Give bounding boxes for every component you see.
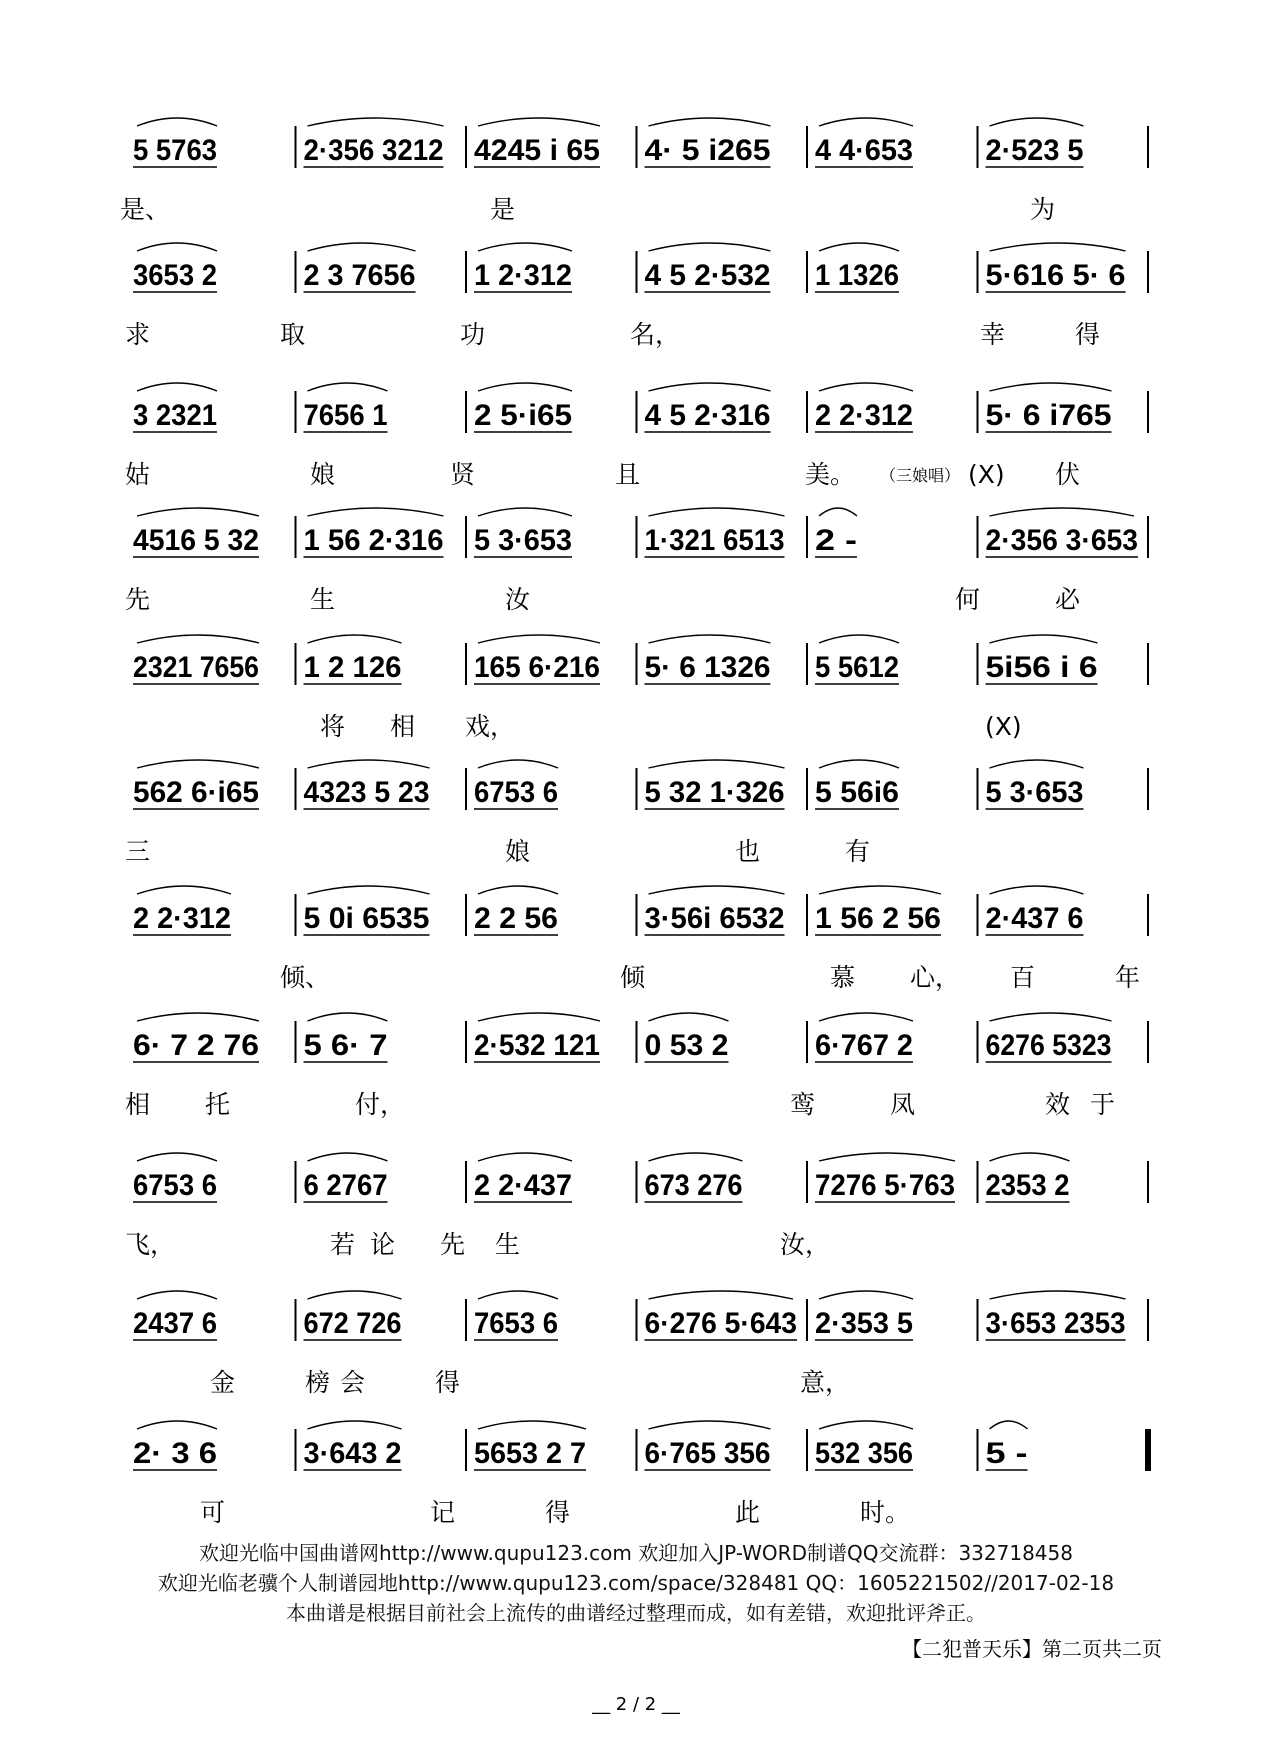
- lyric-syllable: 相: [125, 1090, 151, 1119]
- slur: [137, 383, 217, 391]
- measure-notes: 5·616 5· 6: [985, 259, 1126, 292]
- lyric-syllable: 必: [1055, 585, 1081, 614]
- slur: [990, 508, 1135, 516]
- measure-notes: 6753 6: [133, 1169, 217, 1202]
- measure-notes: 562 6·i65: [133, 776, 259, 809]
- footer-line-3: 本曲谱是根据目前社会上流传的曲谱经过整理而成，如有差错，欢迎批评斧正。: [286, 1601, 986, 1625]
- slur: [649, 118, 771, 126]
- measure-notes: 6· 7 2 76: [133, 1029, 259, 1062]
- measure-notes: 7656 1: [303, 399, 388, 432]
- measure-notes: 2353 2: [985, 1169, 1070, 1202]
- slur: [649, 886, 785, 894]
- slur: [478, 886, 558, 894]
- lyric-syllable: 会: [340, 1368, 366, 1397]
- measure-notes: 2·523 5: [985, 134, 1084, 167]
- slur: [478, 635, 600, 643]
- measure-notes: 5 -: [985, 1437, 1028, 1470]
- slur: [649, 1153, 743, 1161]
- slur: [478, 1421, 586, 1429]
- page-signature: 【二犯普天乐】第二页共二页: [902, 1637, 1162, 1661]
- measure-notes: 2321 7656: [133, 651, 259, 684]
- score-system: [120, 118, 1148, 224]
- lyric-syllable: 于: [1090, 1090, 1116, 1119]
- lyric-syllable: 得: [1075, 320, 1101, 349]
- slur: [819, 118, 913, 126]
- lyric-syllable: 倾、: [280, 963, 331, 992]
- measure-notes: 3653 2: [133, 259, 217, 292]
- page-number: __ 2 / 2 __: [592, 1694, 680, 1715]
- measure-notes: 3·56i 6532: [644, 902, 785, 935]
- slur: [308, 1153, 388, 1161]
- measure-notes: 4245 i 65: [474, 134, 600, 167]
- lyric-syllable: 将: [320, 712, 346, 741]
- slur: [649, 1421, 771, 1429]
- slur: [137, 760, 259, 768]
- slur: [819, 243, 899, 251]
- slur: [819, 1013, 913, 1021]
- measure-notes: 6·765 356: [644, 1437, 771, 1470]
- measure-notes: 5 0i 6535: [303, 902, 430, 935]
- measure-notes: 4 5 2·316: [644, 399, 771, 432]
- slur: [819, 383, 913, 391]
- singer-annotation: （三娘唱）: [880, 466, 961, 485]
- slur: [137, 1013, 259, 1021]
- measure-notes: 4 5 2·532: [644, 259, 771, 292]
- lyric-syllable: 凤: [890, 1090, 916, 1119]
- score-system: [125, 1013, 1148, 1119]
- measure-notes: 2·532 121: [474, 1029, 600, 1062]
- measure-notes: 5· 6 1326: [644, 651, 771, 684]
- measure-notes: 7276 5·763: [815, 1169, 955, 1202]
- measure-notes: 4323 5 23: [303, 776, 430, 809]
- footer-line-2: 欢迎光临老骥个人制谱园地http://www.qupu123.com/space/328481 QQ：1605221502//2017-02-18: [157, 1571, 1115, 1595]
- slur: [478, 760, 558, 768]
- slur: [990, 635, 1098, 643]
- score-system: [133, 1421, 1148, 1527]
- slur: [137, 508, 259, 516]
- slur: [137, 1421, 217, 1429]
- measure-notes: 7653 6: [474, 1307, 558, 1340]
- slur: [137, 243, 217, 251]
- measure-notes: 2·437 6: [985, 902, 1084, 935]
- measure-notes: 4· 5 i265: [644, 134, 771, 167]
- lyric-syllable: 求: [125, 320, 151, 349]
- slur: [649, 508, 785, 516]
- lyric-syllable: 年: [1115, 963, 1141, 992]
- slur: [819, 1153, 955, 1161]
- slur: [137, 118, 217, 126]
- measure-notes: 2 2·437: [474, 1169, 572, 1202]
- measure-notes: 0 53 2: [644, 1029, 729, 1062]
- lyric-syllable: 生: [495, 1230, 521, 1259]
- measure-notes: 5 3·653: [985, 776, 1084, 809]
- measure-notes: 2437 6: [133, 1307, 217, 1340]
- measure-notes: 165 6·216: [474, 651, 600, 684]
- lyric-syllable: 意，: [800, 1368, 851, 1397]
- score-system: [133, 1291, 1148, 1397]
- measure-notes: 5 32 1·326: [644, 776, 785, 809]
- measure-notes: 2 2·312: [133, 902, 231, 935]
- measure-notes: 673 276: [644, 1169, 743, 1202]
- measure-notes: 532 356: [815, 1437, 913, 1470]
- measure-notes: 1·321 6513: [644, 524, 785, 557]
- lyric-syllable: 是、: [120, 195, 171, 224]
- lyric-syllable: 论: [370, 1230, 396, 1259]
- measure-notes: 1 1326: [815, 259, 899, 292]
- lyric-syllable: 效: [1045, 1090, 1071, 1119]
- lyric-syllable: (X): [985, 712, 1022, 741]
- slur: [649, 1013, 729, 1021]
- slur: [478, 1291, 558, 1299]
- lyric-syllable: 娘: [310, 460, 336, 489]
- slur: [478, 243, 572, 251]
- slur: [478, 1153, 572, 1161]
- lyric-syllable: 是: [490, 195, 516, 224]
- slur: [308, 383, 388, 391]
- score-system: [133, 635, 1148, 741]
- slur: [990, 1421, 1028, 1429]
- slur: [990, 886, 1084, 894]
- lyric-syllable: 先: [125, 585, 151, 614]
- measure-notes: 1 56 2·316: [303, 524, 444, 557]
- lyric-syllable: 时。: [860, 1498, 911, 1527]
- lyric-syllable: 倾: [620, 963, 646, 992]
- lyric-syllable: 此: [735, 1498, 761, 1527]
- measure-notes: 2 2 56: [474, 902, 558, 935]
- lyric-syllable: 姑: [125, 460, 151, 489]
- measure-notes: 5 5763: [133, 134, 217, 167]
- measure-notes: 6276 5323: [985, 1029, 1112, 1062]
- measure-notes: 5 56i6: [815, 776, 899, 809]
- measure-notes: 5 5612: [815, 651, 899, 684]
- slur: [478, 383, 572, 391]
- slur: [990, 1153, 1070, 1161]
- measure-notes: 5i56 i 6: [985, 651, 1098, 684]
- score-system: [125, 760, 1148, 866]
- lyric-syllable: 何: [955, 585, 981, 614]
- measure-notes: 2 2·312: [815, 399, 913, 432]
- measure-notes: 5 6· 7: [303, 1029, 388, 1062]
- lyric-syllable: 娘: [505, 837, 531, 866]
- slur: [137, 1153, 217, 1161]
- lyric-syllable: 百: [1010, 963, 1036, 992]
- lyric-syllable: 功: [460, 320, 486, 349]
- lyric-syllable: 取: [280, 320, 306, 349]
- lyric-syllable: 为: [1030, 195, 1056, 224]
- slur: [990, 118, 1084, 126]
- measure-notes: 1 2·312: [474, 259, 572, 292]
- score-system: [133, 886, 1148, 992]
- lyric-syllable: 若: [330, 1230, 356, 1259]
- lyric-syllable: 可: [200, 1498, 226, 1527]
- slur: [478, 508, 572, 516]
- lyric-syllable: 心，: [910, 963, 961, 992]
- slur: [308, 508, 444, 516]
- measure-notes: 4516 5 32: [133, 524, 259, 557]
- measure-notes: 4 4·653: [815, 134, 913, 167]
- slur: [308, 886, 430, 894]
- score-system: [125, 508, 1148, 614]
- measure-notes: 2·353 5: [815, 1307, 913, 1340]
- measure-notes: 2·356 3212: [303, 134, 444, 167]
- slur: [308, 1421, 402, 1429]
- lyric-syllable: 金: [210, 1368, 236, 1397]
- slur: [308, 635, 402, 643]
- slur: [819, 508, 857, 516]
- measure-notes: 2·356 3·653: [985, 524, 1138, 557]
- slur: [137, 635, 259, 643]
- measure-notes: 6·767 2: [815, 1029, 913, 1062]
- measure-notes: 3 2321: [133, 399, 217, 432]
- measure-notes: 2 3 7656: [303, 259, 416, 292]
- lyric-syllable: (X): [968, 460, 1005, 489]
- lyric-syllable: 得: [545, 1498, 571, 1527]
- measure-notes: 672 726: [303, 1307, 402, 1340]
- lyric-syllable: 记: [430, 1498, 456, 1527]
- slur: [819, 886, 941, 894]
- measure-notes: 6 2767: [303, 1169, 388, 1202]
- measure-notes: 2 5·i65: [474, 399, 572, 432]
- lyric-syllable: 生: [310, 585, 336, 614]
- slur: [137, 1291, 217, 1299]
- score-system: [125, 383, 1148, 489]
- lyric-syllable: 幸: [980, 320, 1006, 349]
- slur: [308, 243, 416, 251]
- slur: [649, 635, 771, 643]
- measure-notes: 3·653 2353: [985, 1307, 1126, 1340]
- slur: [308, 760, 430, 768]
- lyric-syllable: 付，: [355, 1090, 406, 1119]
- score-system: [125, 1153, 1148, 1259]
- measure-notes: 2 -: [815, 524, 857, 557]
- lyric-syllable: 戏，: [465, 712, 516, 741]
- lyric-syllable: 鸾: [790, 1090, 816, 1119]
- lyric-syllable: 汝，: [780, 1230, 831, 1259]
- measure-notes: 6·276 5·643: [644, 1307, 797, 1340]
- slur: [990, 1013, 1112, 1021]
- slur: [819, 760, 899, 768]
- slur: [478, 118, 600, 126]
- measure-notes: 3·643 2: [303, 1437, 402, 1470]
- measure-notes: 5653 2 7: [474, 1437, 586, 1470]
- lyric-syllable: 三: [125, 837, 151, 866]
- slur: [990, 243, 1126, 251]
- measure-notes: 5· 6 i765: [985, 399, 1112, 432]
- lyric-syllable: 榜: [305, 1368, 331, 1397]
- slur: [990, 383, 1112, 391]
- lyric-syllable: 相: [390, 712, 416, 741]
- slur: [308, 1291, 402, 1299]
- slur: [990, 760, 1084, 768]
- measure-notes: 5 3·653: [474, 524, 572, 557]
- lyric-syllable: 先: [440, 1230, 466, 1259]
- slur: [478, 1013, 600, 1021]
- lyric-syllable: 有: [845, 837, 871, 866]
- slur: [649, 760, 785, 768]
- slur: [308, 1013, 388, 1021]
- lyric-syllable: 汝: [505, 585, 531, 614]
- lyric-syllable: 得: [435, 1368, 461, 1397]
- slur: [308, 118, 444, 126]
- slur: [649, 1291, 794, 1299]
- measure-notes: 6753 6: [474, 776, 558, 809]
- measure-notes: 1 56 2 56: [815, 902, 941, 935]
- slur: [649, 383, 771, 391]
- slur: [649, 243, 771, 251]
- lyric-syllable: 慕: [830, 963, 856, 992]
- lyric-syllable: 也: [735, 837, 761, 866]
- slur: [819, 635, 899, 643]
- lyric-syllable: 飞，: [125, 1230, 176, 1259]
- footer-line-1: 欢迎光临中国曲谱网http://www.qupu123.com 欢迎加入JP-WORD制谱QQ交流群：332718458: [199, 1541, 1073, 1565]
- measure-notes: 2· 3 6: [133, 1437, 217, 1470]
- lyric-syllable: 且: [615, 460, 641, 489]
- measure-notes: 1 2 126: [303, 651, 402, 684]
- lyric-syllable: 美。: [805, 460, 856, 489]
- slur: [137, 886, 231, 894]
- slur: [819, 1421, 913, 1429]
- slur: [990, 1291, 1126, 1299]
- lyric-syllable: 伏: [1055, 460, 1081, 489]
- slur: [819, 1291, 913, 1299]
- lyric-syllable: 贤: [450, 460, 476, 489]
- score-system: [125, 243, 1148, 349]
- lyric-syllable: 托: [205, 1090, 231, 1119]
- lyric-syllable: 名，: [630, 320, 681, 349]
